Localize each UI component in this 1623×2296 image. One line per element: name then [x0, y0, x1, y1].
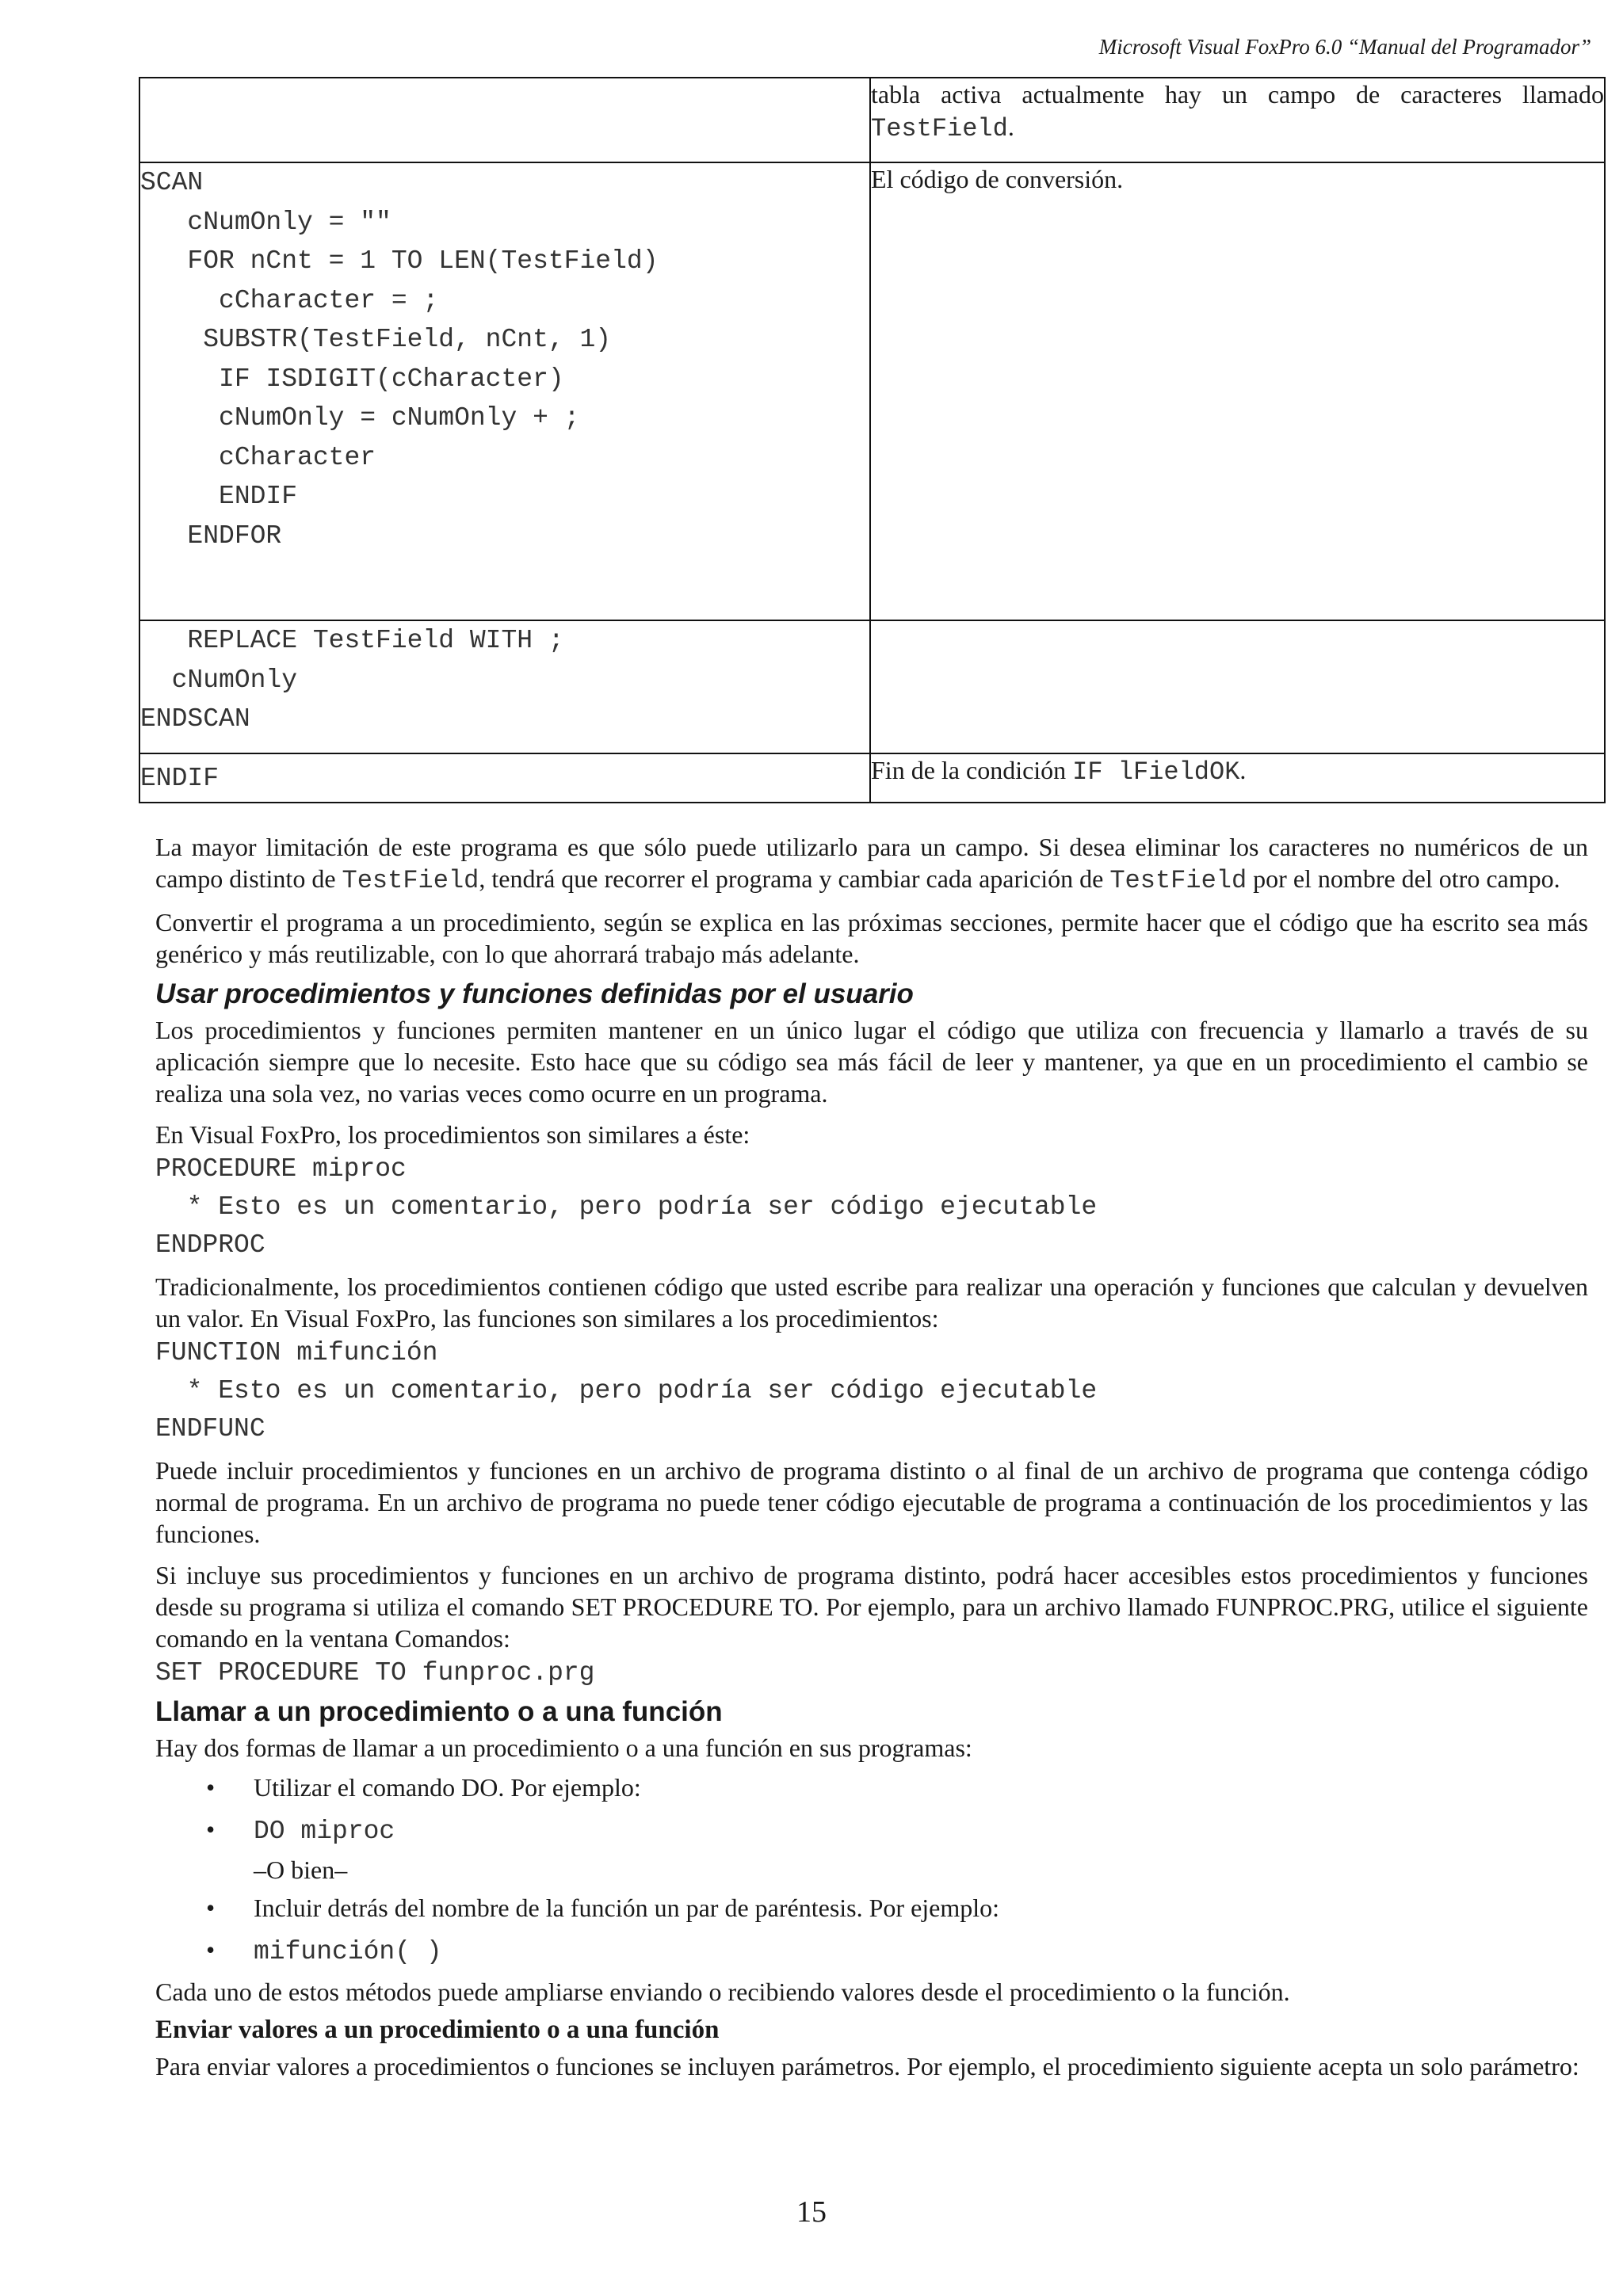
paragraph: Hay dos formas de llamar a un procedimiento o a una función en sus programas: [155, 1733, 972, 1762]
table-row [139, 78, 1605, 162]
list-item [155, 1929, 1588, 1973]
code-line: FOR nCnt = 1 TO LEN(TestField) [140, 246, 659, 276]
description-text: Fin de la condición [871, 756, 1073, 784]
code-line: ENDSCAN [140, 704, 250, 734]
code-line: PROCEDURE miproc [155, 1154, 407, 1184]
code-line: ENDIF [140, 764, 220, 793]
description-suffix: . [1239, 756, 1247, 784]
code-line: IF ISDIGIT(cCharacter) [140, 364, 564, 394]
code-line: ENDPROC [155, 1230, 265, 1260]
paragraph: Convertir el programa a un procedimiento, según se explica en las próximas secciones, permite hacer que el código que ha escrito sea más genérico y más reutilizable, con lo que ahorrará trabajo más adelante. [155, 908, 1588, 968]
table-row [139, 620, 1605, 753]
bullet-icon: • [206, 1936, 216, 1964]
list-item-code: DO miproc [254, 1817, 395, 1846]
inline-code: TestField [1109, 866, 1247, 895]
paragraph: Para enviar valores a procedimientos o funciones se incluyen parámetros. Por ejemplo, el procedimiento siguiente acepta un solo parámetro: [155, 2052, 1579, 2081]
body-text [155, 831, 1588, 2082]
list-item [155, 1809, 1588, 1852]
table-row [139, 753, 1605, 803]
page-number: 15 [796, 2195, 827, 2229]
code-line: ENDIF [140, 482, 298, 511]
code-line: * Esto es un comentario, pero podría ser código ejecutable [155, 1192, 1098, 1222]
code-cell [139, 78, 870, 162]
text-run: , tendrá que recorrer el programa y cambiar cada aparición de [479, 864, 1110, 893]
code-line: SCAN [140, 168, 204, 197]
inline-code: TestField [342, 866, 479, 895]
code-line: cNumOnly = "" [140, 207, 391, 237]
code-line: cCharacter [140, 442, 376, 472]
code-cell [139, 620, 870, 753]
section-heading: Llamar a un procedimiento o a una función [155, 1696, 723, 1727]
code-line: * Esto es un comentario, pero podría ser código ejecutable [155, 1376, 1098, 1405]
code-cell [139, 753, 870, 803]
paragraph: Puede incluir procedimientos y funciones en un archivo de programa distinto o al final de un archivo de programa que contenga código normal de programa. En un archivo de programa no puede tener código ejecutable de programa a continuación de los procedimientos y las funciones. [155, 1456, 1588, 1548]
paragraph [155, 831, 1588, 897]
paragraph: Los procedimientos y funciones permiten mantener en un único lugar el código que utiliza con frecuencia y llamarlo a través de su aplicación siempre que lo necesite. Esto hace que su código sea más fácil de leer y mantener, ya que en un procedimiento el cambio se realiza una sola vez, no varias veces como ocurre en un programa. [155, 1016, 1588, 1108]
code-line: cNumOnly = cNumOnly + ; [140, 403, 580, 433]
code-line: SET PROCEDURE TO funproc.prg [155, 1658, 595, 1688]
inline-code: IF lFieldOK [1072, 757, 1240, 787]
paragraph: Cada uno de estos métodos puede ampliarse enviando o recibiendo valores desde el procedimiento o la función. [155, 1978, 1290, 2006]
description-cell [870, 753, 1605, 803]
description-text: El código de conversión. [871, 165, 1124, 193]
description-cell [870, 620, 1605, 753]
code-line: FUNCTION mifunción [155, 1338, 438, 1367]
list-item-text: Utilizar el comando DO. Por ejemplo: [254, 1773, 641, 1802]
bullet-icon: • [206, 1773, 216, 1802]
list-item [155, 1767, 1588, 1809]
bullet-icon: • [206, 1894, 216, 1922]
paragraph: Tradicionalmente, los procedimientos contienen código que usted escribe para realizar una operación y funciones que calculan y devuelven un valor. En Visual FoxPro, las funciones son similares a los procedimientos: [155, 1272, 1588, 1333]
description-cell [870, 162, 1605, 620]
text-run: por el nombre del otro campo. [1247, 864, 1560, 893]
paragraph: Si incluye sus procedimientos y funciones en un archivo de programa distinto, podrá hacer accesibles estos procedimientos y funciones desde su programa si utiliza el comando SET PROCEDURE TO. Por ejemplo, para un archivo llamado FUNPROC.PRG, utilice el siguiente comando en la ventana Comandos: [155, 1561, 1588, 1653]
paragraph: En Visual FoxPro, los procedimientos son similares a éste: [155, 1120, 750, 1149]
code-line: cCharacter = ; [140, 285, 439, 315]
bullet-list [155, 1887, 1588, 1973]
code-cell [139, 162, 870, 620]
description-line: tabla activa actualmente hay un campo de caracteres llamado [871, 80, 1604, 109]
running-header: Microsoft Visual FoxPro 6.0 “Manual del Programador” [1098, 35, 1591, 59]
list-item-text: Incluir detrás del nombre de la función un par de paréntesis. Por ejemplo: [254, 1894, 1000, 1922]
table-row [139, 162, 1605, 620]
code-line: SUBSTR(TestField, nCnt, 1) [140, 325, 612, 354]
bullet-icon: • [206, 1815, 216, 1844]
list-item [155, 1887, 1588, 1929]
code-line: cNumOnly [140, 665, 298, 695]
list-continuation: –O bien– [254, 1855, 348, 1884]
section-heading: Usar procedimientos y funciones definidas por el usuario [155, 978, 914, 1009]
description-cell [870, 78, 1605, 162]
code-line: ENDFUNC [155, 1414, 265, 1444]
inline-code: TestField [871, 114, 1008, 143]
section-heading: Enviar valores a un procedimiento o a una función [155, 2016, 720, 2044]
code-explanation-table [139, 77, 1606, 803]
code-line: ENDFOR [140, 521, 282, 551]
description-suffix: . [1007, 113, 1014, 141]
list-item-code: mifunción( ) [254, 1937, 442, 1966]
text-run: La mayor limitación de este programa es que sólo puede utilizarlo para un campo. Si desea eliminar los caracteres no numéricos de un campo distinto de [155, 833, 1588, 893]
code-line: REPLACE TestField WITH ; [140, 626, 564, 655]
bullet-list [155, 1767, 1588, 1852]
